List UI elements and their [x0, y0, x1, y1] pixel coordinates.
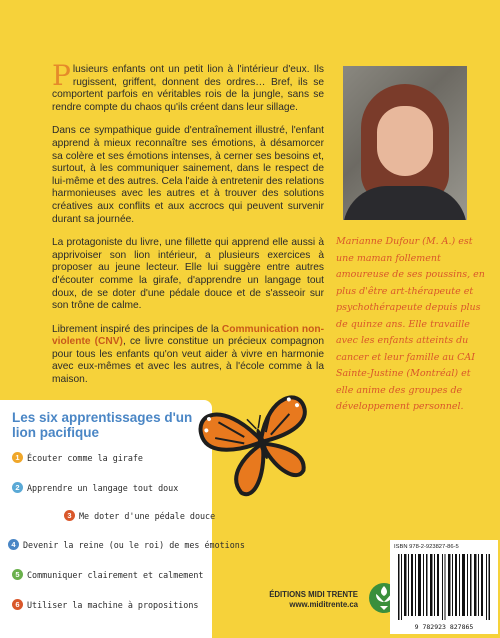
- cnv-highlight: Communication non-violente (CNV): [52, 323, 324, 348]
- barcode-area: [390, 540, 498, 634]
- paragraph-2: Dans ce sympathique guide d'entraînement illustré, l'enfant apprend à mieux reconnaître ses émotions, à désamorcer sa colère et ses émotions intenses, à cerner ses besoins et, surtout, à les communiquer sainement, dans le respect de lui-même et des autres. Cela l'aide à entretenir des relations harmonieuses avec les autres et à trouver des solutions créatives aux conflits et aux accrocs qui peuvent survenir durant sa journée.: [52, 125, 324, 225]
- barcode-icon: [396, 554, 492, 620]
- learning-item-6: 6 Utiliser la machine à propositions: [12, 599, 198, 610]
- learning-item-2: 2 Apprendre un langage tout doux: [12, 482, 178, 493]
- description-text: [52, 59, 324, 398]
- number-badge: 6: [12, 599, 23, 610]
- paragraph-1: Plusieurs enfants ont un petit lion à l'intérieur d'eux. Ils rugissent, griffent, donnent des ordres… Bref, ils se comportent parfois en véritables rois de la jungle, sans se rendre compte du chaos qu'ils créent dans leur sillage.: [52, 59, 324, 113]
- publisher-info: [238, 590, 358, 610]
- number-badge: 5: [12, 569, 23, 580]
- learning-item-5: 5 Communiquer clairement et calmement: [12, 569, 203, 580]
- monarch-butterfly-icon: [196, 380, 326, 500]
- learnings-box: [0, 400, 245, 638]
- isbn-text: ISBN 978-2-923827-86-5: [394, 544, 459, 550]
- learning-item-3: 3 Me doter d'une pédale douce: [64, 510, 215, 521]
- learning-item-4: 4 Devenir la reine (ou le roi) de mes émotions: [8, 539, 245, 550]
- number-badge: 3: [64, 510, 75, 521]
- publisher-name: ÉDITIONS MIDI TRENTE: [269, 590, 358, 599]
- number-badge: 2: [12, 482, 23, 493]
- paragraph-3: La protagoniste du livre, une fillette qui apprend elle aussi à apprivoiser son lion intérieur, a plusieurs exercices à proposer au jeune lecteur. Elle lui suggère entre autres d'écouter comme la girafe, d'apprendre un langage tout doux, de se doter d'une pédale douce et de s'asseoir sur son trône de calme.: [52, 237, 324, 312]
- learnings-title: Les six apprentissages d'un lion pacifique: [12, 410, 193, 440]
- barcode-digits: 9 782923 827865: [414, 623, 474, 631]
- learning-item-1: 1 Écouter comme la girafe: [12, 452, 143, 463]
- author-bio: Marianne Dufour (M. A.) est une maman follement amoureuse de ses poussins, en plus d'être art-thérapeute et psychothérapeute depuis plus de quinze ans. Elle travaille avec les enfants atteints du cancer et leur famille au CAI Sainte-Justine (Montréal) et elle anime des groupes de développement personnel.: [336, 236, 485, 412]
- paragraph-4: Librement inspiré des principes de la Communication non-violente (CNV), ce livre constitue un précieux compagnon pour tous les enfants qu'on veut aider à vivre en harmonie avec eux-mêmes et avec les autres, à l'école comme à la maison.: [52, 323, 324, 386]
- author-photo: [343, 66, 467, 220]
- number-badge: 4: [8, 539, 19, 550]
- publisher-url: www.miditrente.ca: [289, 600, 358, 609]
- number-badge: 1: [12, 452, 23, 463]
- drop-cap: P: [52, 59, 71, 92]
